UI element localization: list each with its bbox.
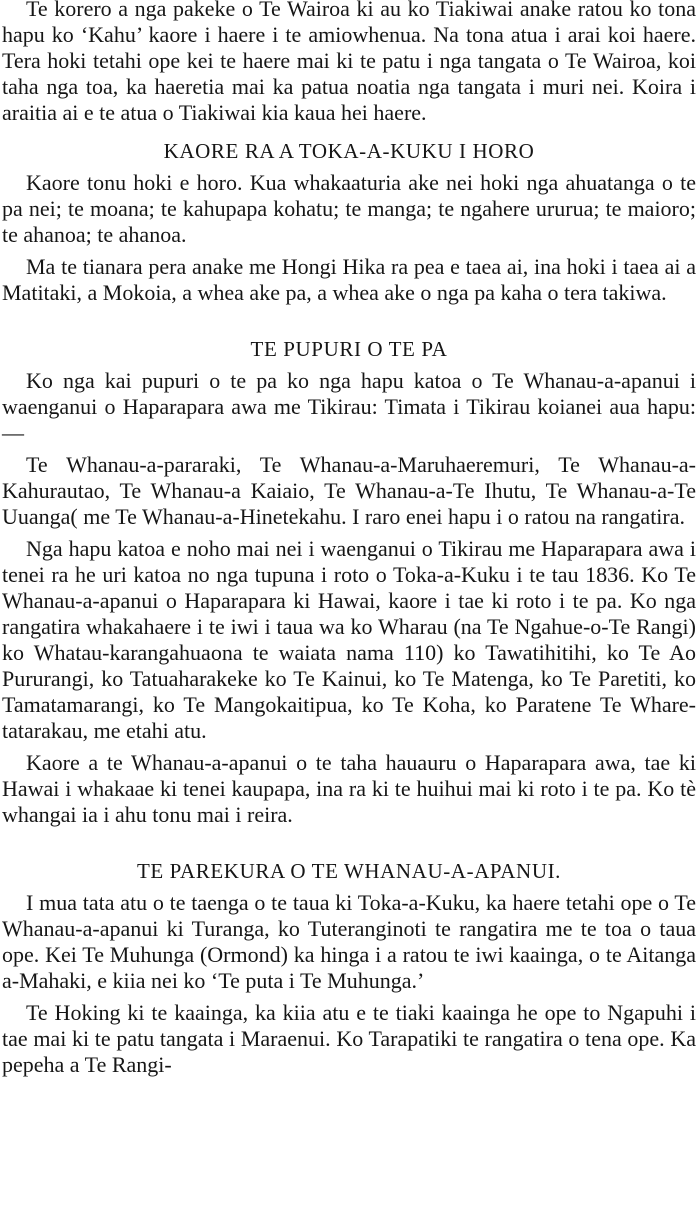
paragraph-ma-te-tianara: Ma te tianara pera anake me Hongi Hika ra pea e taea ai, ina hoki i taea ai a Matitaki, a Mokoia, a whea ake pa, a whea ake o nga pa kaha o tera takiwa. <box>2 254 696 305</box>
heading-te-parekura: TE PAREKURA O TE WHANAU-A-APANUI. <box>136 859 562 883</box>
paragraph-kaore-tonu-hoki: Kaore tonu hoki e horo. Kua whakaaturia ake nei hoki nga ahuatanga o te pa nei; te moana; te kahupapa kohatu; te manga; te ngahere ururua; te maioro; te ahanoa; te ahanoa. <box>2 170 696 247</box>
paragraph-hapu-list: Te Whanau-a-pararaki, Te Whanau-a-Maruhaeremuri, Te Whanau-a-Kahurautao, Te Whanau-a Kaiaio, Te Whanau-a-Te Ihutu, Te Whanau-a-Te Uuanga( me Te Whanau-a-Hinetekahu. I raro enei hapu i o ratou na rangatira. <box>2 452 696 529</box>
heading-kaore-ra-a-toka-a-kuku: KAORE RA A TOKA-A-KUKU I HORO <box>163 139 535 163</box>
paragraph-i-mua-tata: I mua tata atu o te taenga o te taua ki Toka-a-Kuku, ka haere tetahi ope o Te Whanau-a-apanui ki Turanga, ko Tuteranginoti te rangatira me te toa o taua ope. Kei Te Muhunga (Ormond) ka hinga i a ratou te iwi kaainga, o te Aitanga a-Mahaki, e kiia nei ko ‘Te puta i Te Muhunga.’ <box>2 890 696 993</box>
paragraph-kaore-a-te-whanau: Kaore a te Whanau-a-apanui o te taha hauauru o Haparapara awa, tae ki Hawai i whakaae ki tenei kaupapa, ina ra ki te huihui mai ki roto i te pa. Ko tè whangai ia i ahu tonu mai i reira. <box>2 750 696 827</box>
paragraph-nga-hapu-katoa: Nga hapu katoa e noho mai nei i waenganui o Tikirau me Haparapara awa i tenei ra he uri katoa no nga tupuna i roto o Toka-a-Kuku i te tau 1836. Ko Te Whanau-a-apanui o Haparapara ki Hawai, kaore i tae ki roto i te pa. Ko nga rangatira whakahaere i te iwi i taua wa ko Wharau (na Te Ngahue-o-Te Rangi) ko Whatau-karangahuaona te waiata nama 110) ko Tawatihitihi, ko Te Ao Pururangi, ko Tatuaharakeke ko Te Kainui, ko Te Matenga, ko Te Paretiti, ko Tamatamarangi, ko Te Mangokaitipua, ko Te Koha, ko Paratene Te Whare-tatarakau, me etahi atu. <box>2 536 696 743</box>
heading-te-pupuri-o-te-pa: TE PUPURI O TE PA <box>250 337 448 361</box>
paragraph-te-hoking: Te Hoking ki te kaainga, ka kiia atu e te tiaki kaainga he ope to Ngapuhi i tae mai ki te patu tangata i Maraenui. Ko Tarapatiki te rangatira o tena ope. Ka pepeha a Te Rangi- <box>2 1000 696 1077</box>
paragraph-kai-pupuri: Ko nga kai pupuri o te pa ko nga hapu katoa o Te Whanau-a-apanui i waenganui o Haparapara awa me Tikirau: Timata i Tikirau koianei aua hapu:— <box>2 368 696 445</box>
paragraph-wairoa-tiakiwai: Te korero a nga pakeke o Te Wairoa ki au ko Tiakiwai anake ratou ko tona hapu ko ‘Kahu’ kaore i haere i te amiowhenua. Na tona atua i arai koi haere. Tera hoki tetahi ope kei te haere mai ki te patu i nga tangata o Te Wairoa, koi taha nga toa, ka haeretia mai ka patua noatia nga tangata i muri nei. Koira i araitia ai e te atua o Tiakiwai kia kaua hei haere. <box>2 0 696 125</box>
